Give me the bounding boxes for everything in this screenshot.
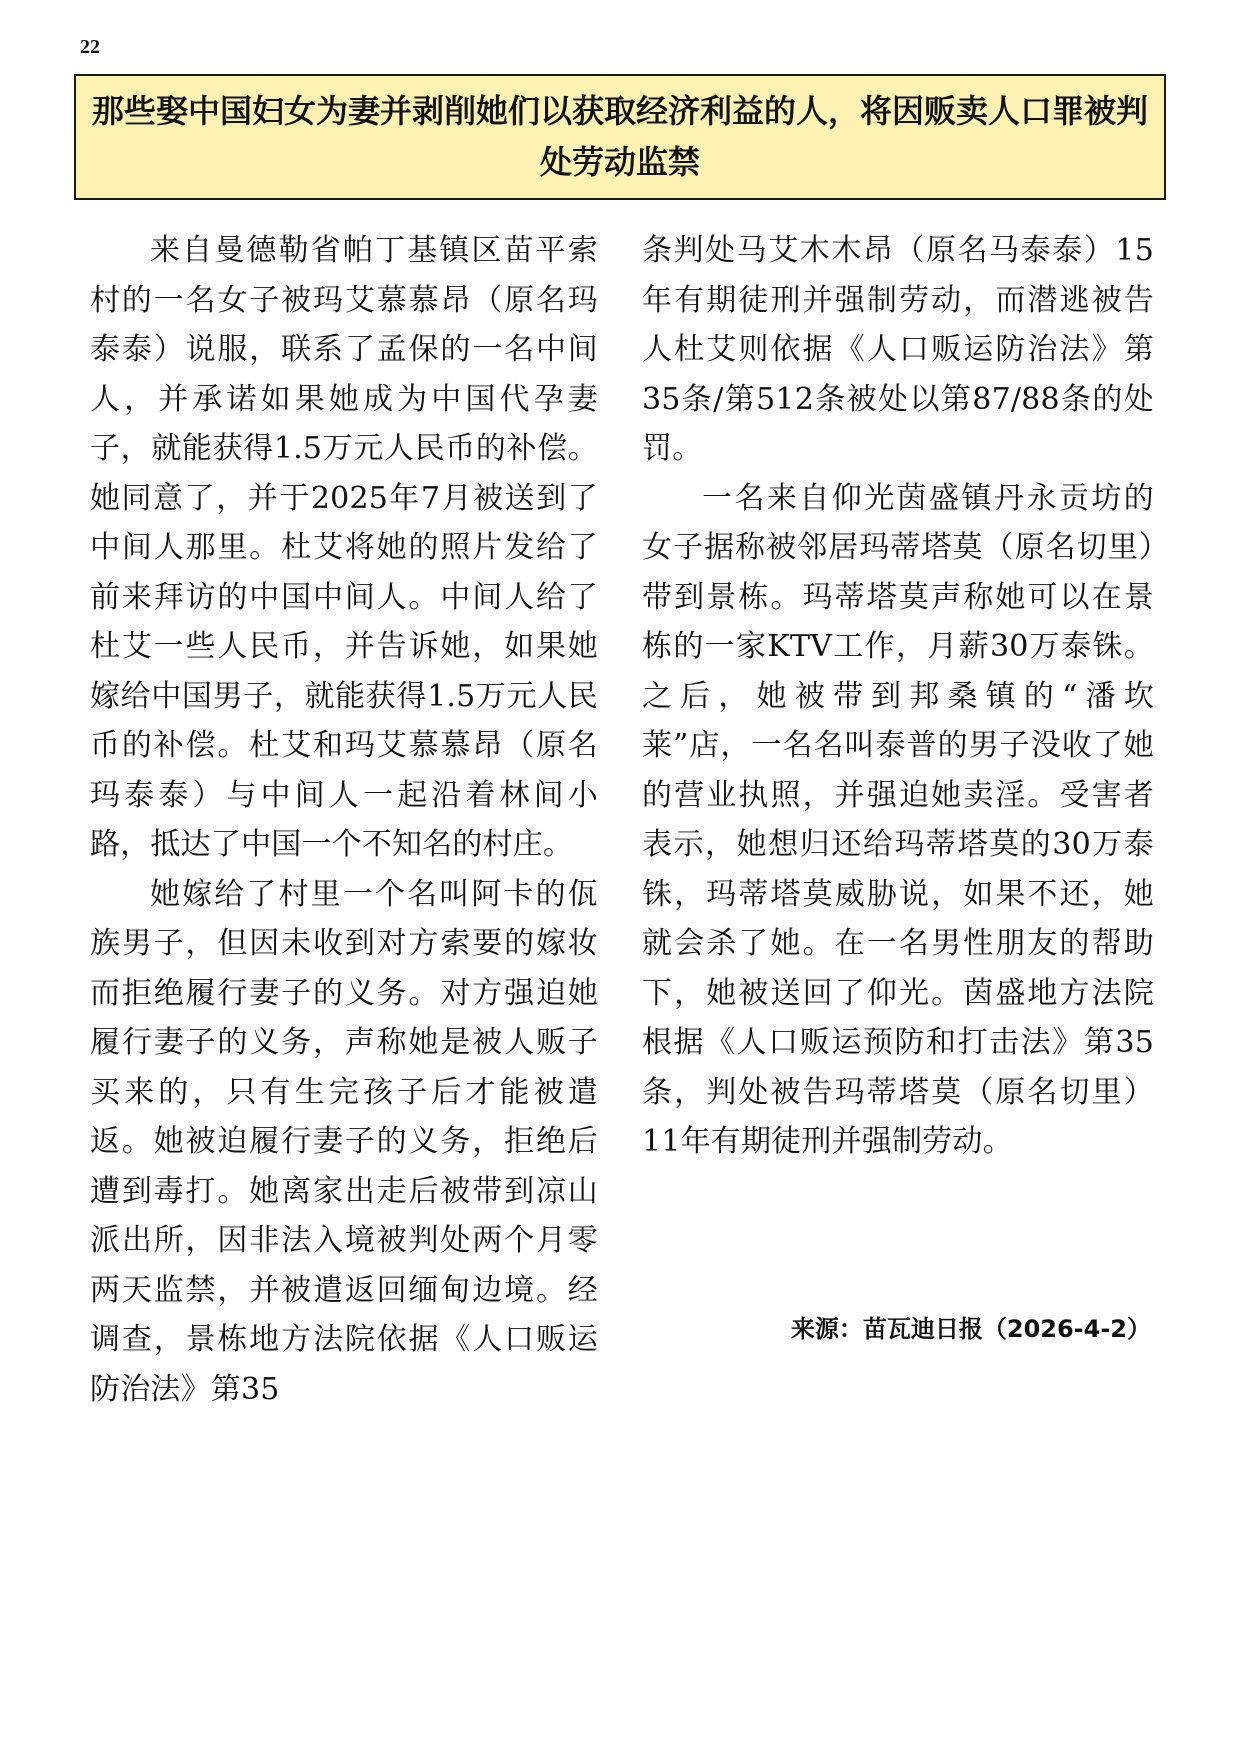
source-citation: 来源：苗瓦迪日报（2026-4-2）	[790, 1315, 1151, 1343]
article-paragraph: 来自曼德勒省帕丁基镇区苗平索村的一名女子被玛艾慕慕昂（原名玛泰泰）说服，联系了孟保的一名中间人，并承诺如果她成为中国代孕妻子，就能获得1.5万元人民币的补偿。她同意了，并于2025年7月被送到了中间人那里。杜艾将她的照片发给了前来拜访的中国中间人。中间人给了杜艾一些人民币，并告诉她，如果她嫁给中国男子，就能获得1.5万元人民币的补偿。杜艾和玛艾慕慕昂（原名玛泰泰）与中间人一起沿着林间小路，抵达了中国一个不知名的村庄。	[90, 233, 598, 862]
article-column-left	[90, 226, 598, 1414]
headline-box	[74, 74, 1166, 200]
headline: 那些娶中国妇女为妻并剥削她们以获取经济利益的人，将因贩卖人口罪被判处劳动监禁	[91, 92, 1148, 181]
article-paragraph-continued: 条判处马艾木木昂（原名马泰泰）15年有期徒刑并强制劳动，而潜逃被告人杜艾则依据《人口贩运防治法》第35条/第512条被处以第87/88条的处罚。	[642, 233, 1154, 466]
article-column-right	[642, 226, 1154, 1167]
article-paragraph: 一名来自仰光茵盛镇丹永贡坊的女子据称被邻居玛蒂塔莫（原名切里）带到景栋。玛蒂塔莫声称她可以在景栋的一家KTV工作，月薪30万泰铢。之后，她被带到邦桑镇的“潘坎莱”店，一名名叫泰普的男子没收了她的营业执照，并强迫她卖淫。受害者表示，她想归还给玛蒂塔莫的30万泰铢，玛蒂塔莫威胁说，如果不还，她就会杀了她。在一名男性朋友的帮助下，她被送回了仰光。茵盛地方法院根据《人口贩运预防和打击法》第35条，判处被告玛蒂塔莫（原名切里）11年有期徒刑并强制劳动。	[642, 480, 1154, 1159]
page-number: 22	[80, 36, 100, 58]
article-paragraph: 她嫁给了村里一个名叫阿卡的佤族男子，但因未收到对方索要的嫁妆而拒绝履行妻子的义务。对方强迫她履行妻子的义务，声称她是被人贩子买来的，只有生完孩子后才能被遣返。她被迫履行妻子的义务，拒绝后遭到毒打。她离家出走后被带到凉山派出所，因非法入境被判处两个月零两天监禁，并被遣返回缅甸边境。经调查，景栋地方法院依据《人口贩运防治法》第35	[90, 876, 598, 1407]
